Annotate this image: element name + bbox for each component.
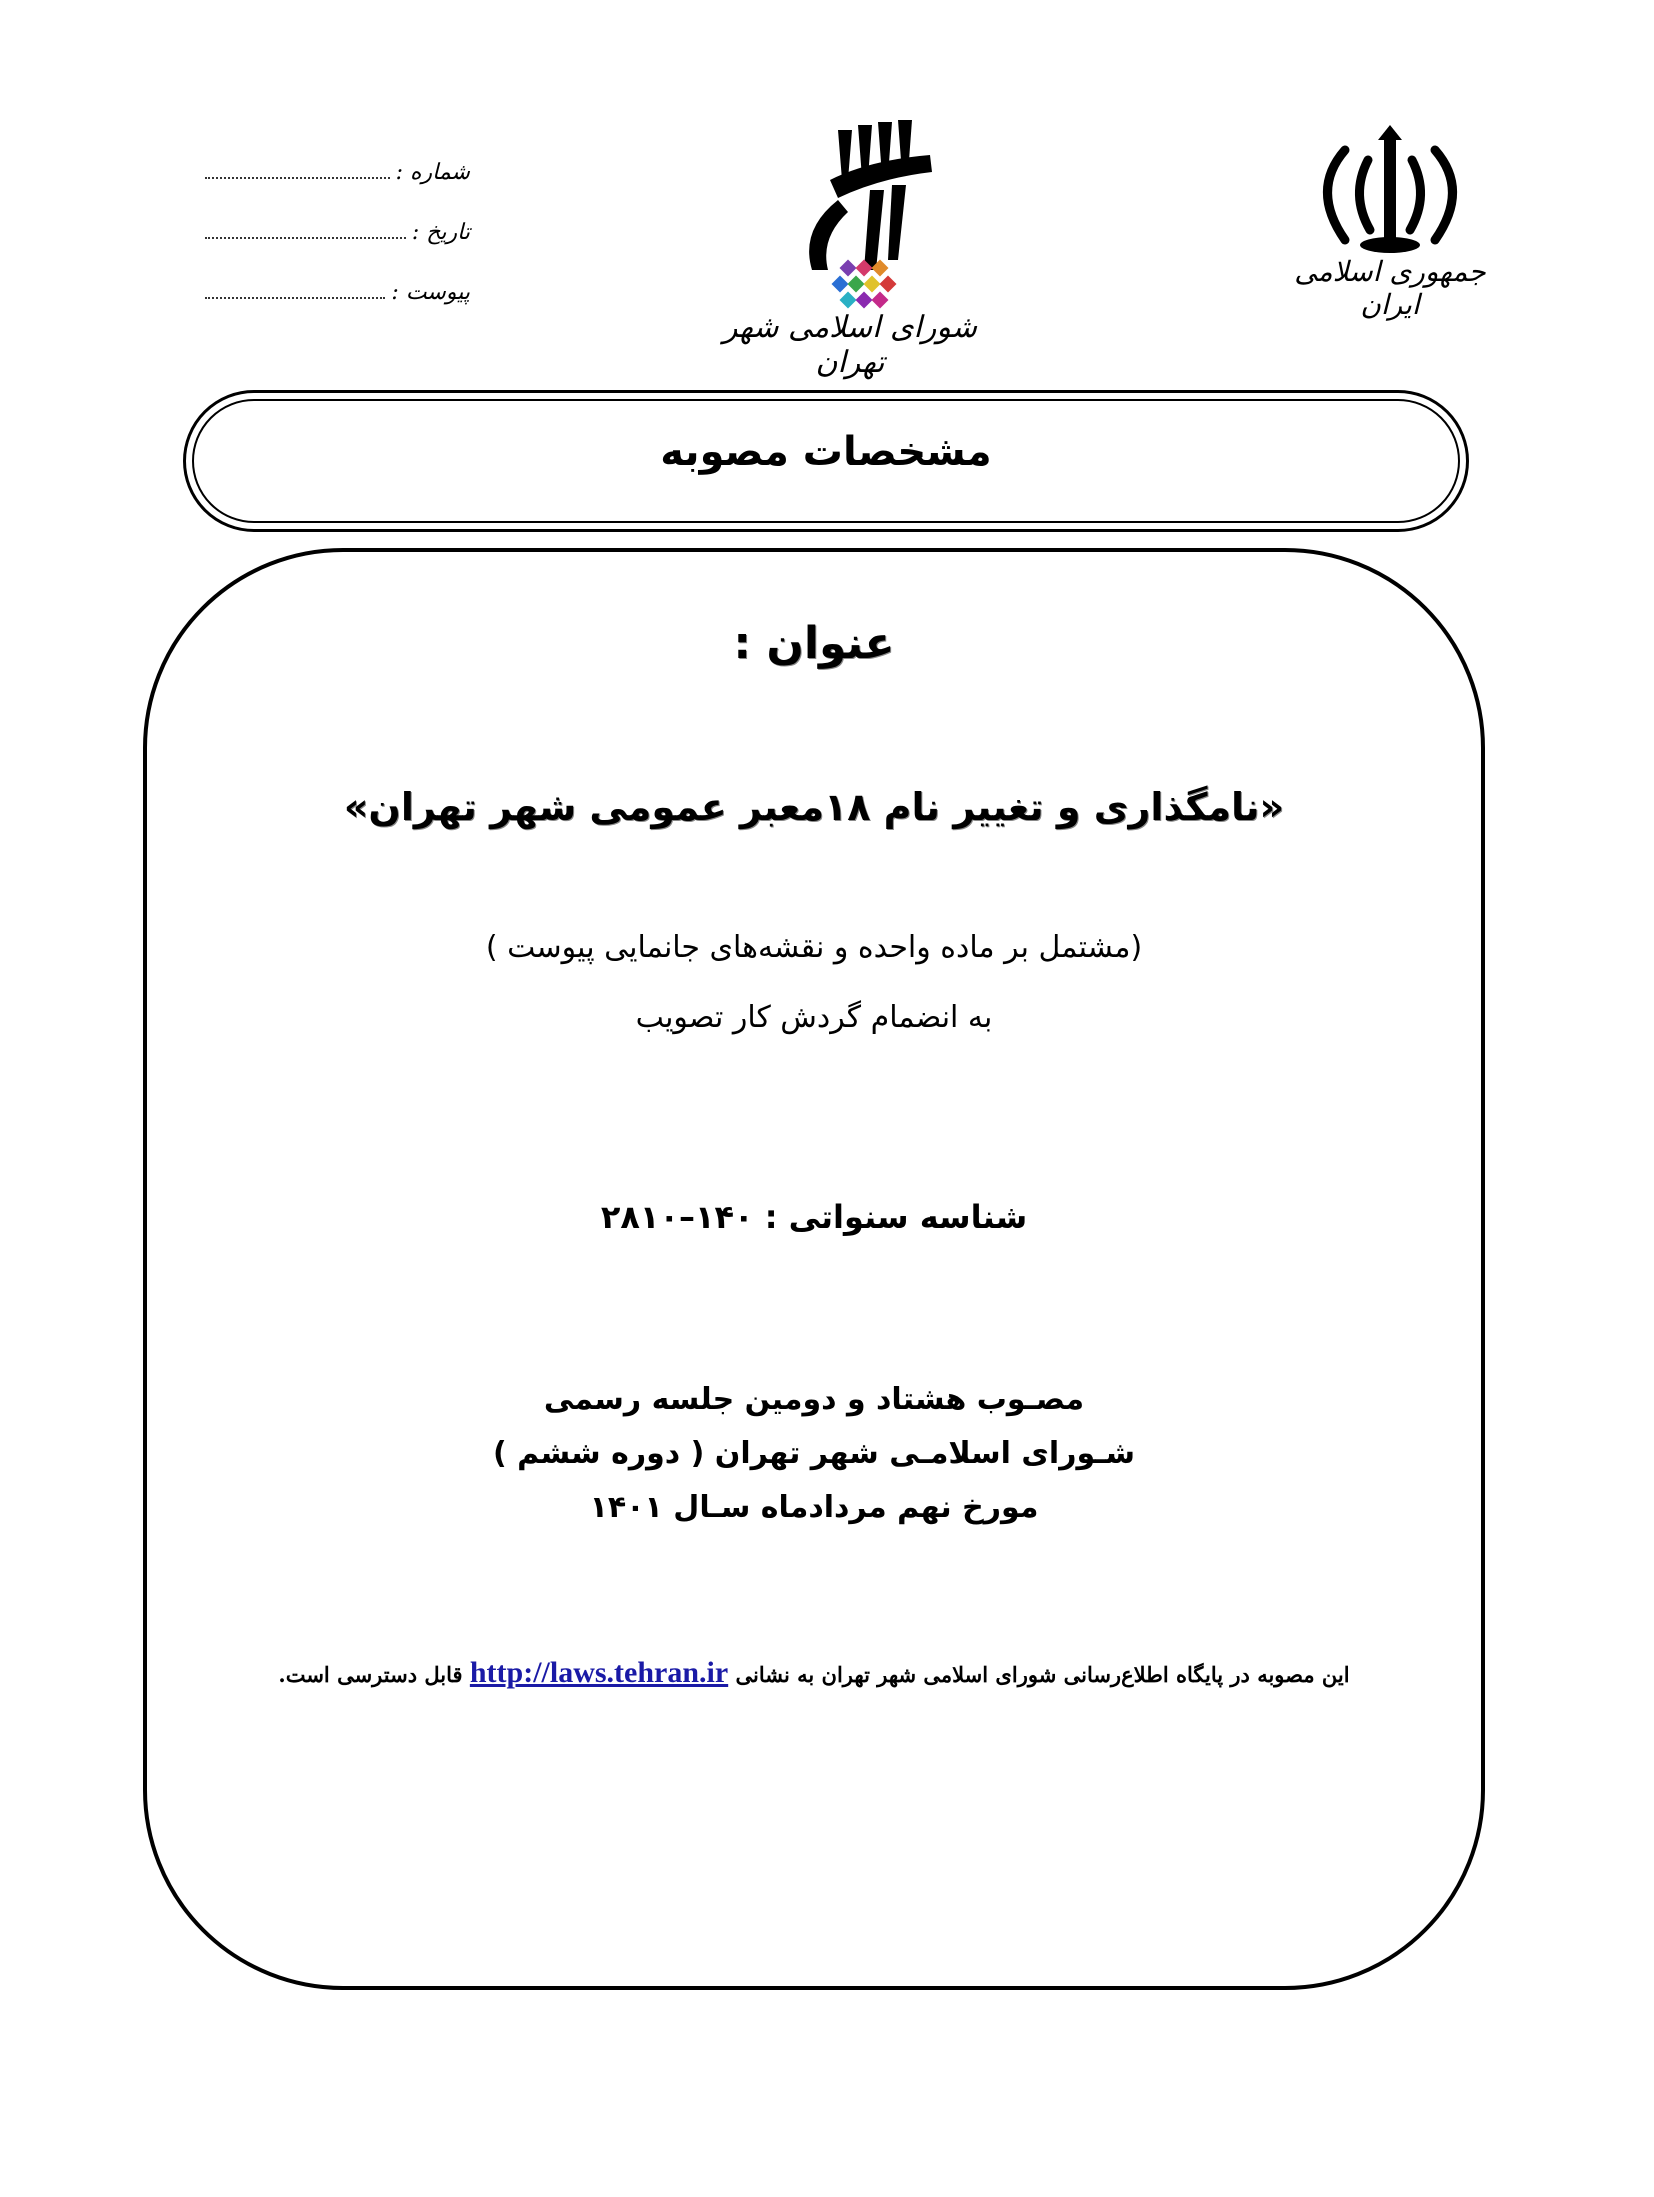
- access-note: [143, 1656, 1485, 1690]
- meta-field-attachment: [205, 265, 470, 305]
- meta-label-number: شماره :: [395, 160, 470, 185]
- emblem-caption: جمهوری اسلامی ایران: [1294, 255, 1486, 321]
- laws-website-link[interactable]: http://laws.tehran.ir: [469, 1656, 729, 1689]
- meta-label-attachment: پیوست :: [391, 280, 470, 305]
- meta-label-date: تاریخ :: [411, 220, 470, 245]
- approval-date: مورخ نهم مردادماه سـال ۱۴۰۱: [589, 1490, 1039, 1525]
- resolution-includes: (مشتمل بر ماده واحده و نقشه‌های جانمایی پیوست ): [485, 930, 1143, 965]
- resolution-subject: «نامگذاری و تغییر نام ۱۸معبر عمومی شهر تهران»: [343, 785, 1285, 829]
- annual-code: شناسه سنواتی : ۱۴۰–۲۸۱۰: [600, 1198, 1028, 1236]
- meta-dots: [205, 176, 390, 179]
- page-title: مشخصات مصوبه: [660, 429, 992, 475]
- resolution-attachment: به انضمام گردش کار تصویب: [635, 1000, 993, 1035]
- meta-dots: [205, 296, 385, 299]
- approval-council: شـورای اسلامـی شهر تهران ( دوره ششم ): [492, 1436, 1136, 1471]
- subject-heading: عنوان :: [733, 618, 895, 669]
- access-note-prefix: این مصوبه در پایگاه اطلاع‌رسانی شورای اسلامی شهر تهران به نشانی: [735, 1662, 1350, 1687]
- meta-field-date: [205, 205, 470, 245]
- access-note-suffix: قابل دسترسی است.: [278, 1662, 463, 1687]
- council-logo-caption: شورای اسلامی شهر تهران: [723, 310, 977, 380]
- main-frame: [143, 548, 1485, 1990]
- meta-dots: [205, 236, 406, 239]
- title-box: [183, 390, 1469, 532]
- meta-field-number: [205, 145, 470, 185]
- approval-session: مصـوب هشتاد و دومین جلسه رسمی: [543, 1382, 1085, 1417]
